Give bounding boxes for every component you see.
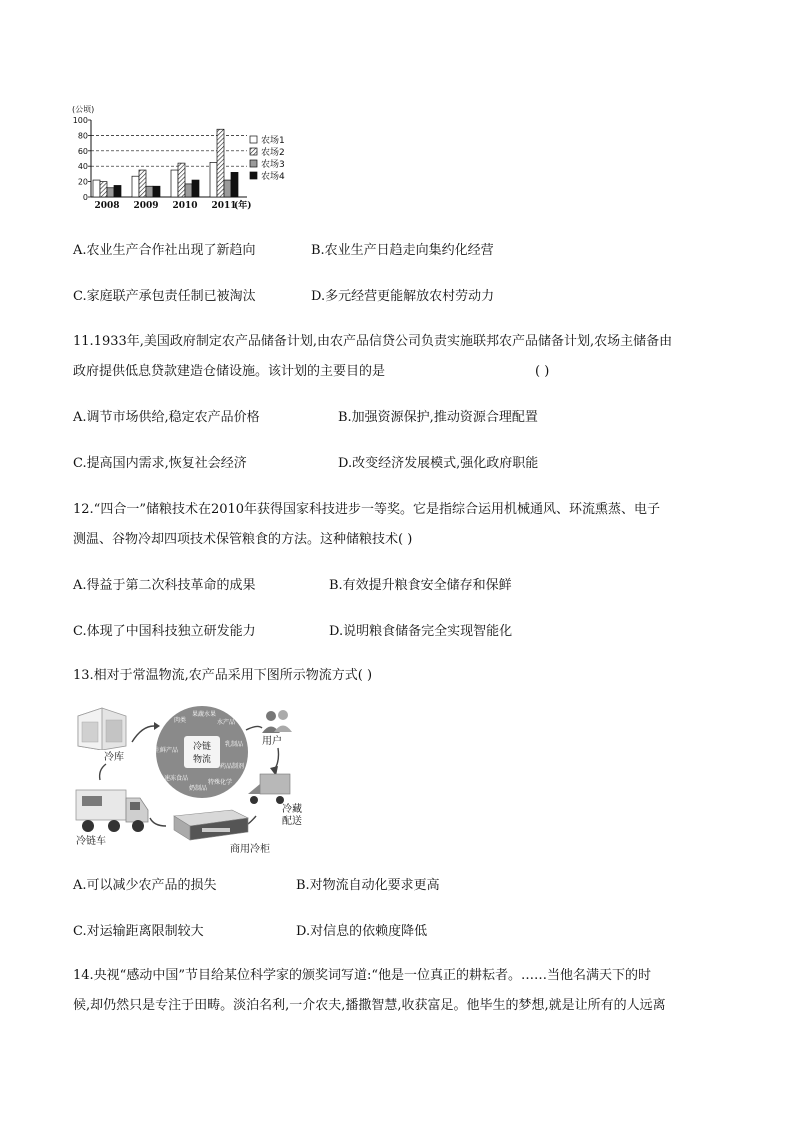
y-tick-label: 0: [82, 193, 88, 202]
bar-农场1-2010: [171, 170, 178, 197]
legend-swatch: [250, 160, 257, 167]
bar-农场2-2009: [139, 170, 146, 197]
legend-label: 农场2: [261, 148, 285, 158]
freezer-label: 商用冷柜: [230, 844, 270, 855]
q11-option-b: B.加强资源保护,推动资源合理配置: [338, 410, 538, 425]
x-tick-label: 2010: [172, 201, 198, 211]
q12-option-b: B.有效提升粮食安全储存和保鲜: [329, 578, 512, 593]
q13-option-a: A.可以减少农产品的损失: [73, 878, 217, 893]
q11-option-d: D.改变经济发展模式,强化政府职能: [338, 456, 539, 471]
q11-stem-line-1: 11.1933年,美国政府制定农产品储备计划,由农产品信贷公司负责实施联邦农产品储备计划,农场主储备由: [73, 334, 673, 349]
globe-cell-label: 水产品: [216, 719, 236, 726]
y-tick-label: 40: [77, 162, 88, 172]
legend-swatch: [250, 148, 257, 155]
q12-stem-line-1: 12.“四合一”储粮技术在2010年获得国家科技进步一等奖。它是指综合运用机械通风、环流熏蒸、电子: [73, 502, 661, 517]
globe-center-line-2: 物流: [192, 755, 212, 765]
x-tick-label: 2011: [211, 201, 237, 211]
farm-area-bar-chart: [66, 100, 296, 215]
q11-option-c: C.提高国内需求,恢复社会经济: [73, 456, 247, 471]
q14-stem-line-2: 候,却仍然只是专注于田畴。淡泊名利,一介农夫,播撒智慧,收获富足。他毕生的梦想,就是让所有的人远离: [73, 998, 666, 1013]
q13-option-c: C.对运输距离限制较大: [73, 924, 204, 939]
y-tick-label: 100: [72, 116, 88, 125]
globe-cell-label: 乳制品: [224, 741, 244, 748]
truck-label: 冷链车: [76, 836, 106, 847]
y-tick-label: 80: [77, 131, 88, 141]
y-tick-label: 60: [77, 146, 88, 156]
bar-农场3-2008: [107, 188, 114, 197]
q11-answer-paren: ( ): [535, 364, 550, 379]
q12-option-c: C.体现了中国科技独立研发能力: [73, 624, 256, 639]
y-tick-label: 20: [77, 177, 88, 187]
bar-农场3-2010: [185, 184, 192, 197]
globe-cell-label: 生鲜产品: [154, 747, 179, 754]
cold-chain-truck-icon: [74, 784, 150, 834]
commercial-freezer-icon: [168, 808, 250, 842]
q11-option-a: A.调节市场供给,稳定农产品价格: [73, 410, 260, 425]
bar-农场1-2008: [93, 180, 100, 197]
q10-option-c: C.家庭联产承包责任制已被淘汰: [73, 289, 256, 304]
bar-农场2-2011: [217, 129, 224, 197]
q12-option-d: D.说明粮食储备完全实现智能化: [329, 624, 513, 639]
delivery-label-1: 冷藏: [282, 804, 302, 815]
q11-stem-line-2: 政府提供低息贷款建造仓储设施。该计划的主要目的是: [73, 364, 386, 379]
bar-农场1-2011: [210, 162, 217, 197]
bar-农场3-2009: [146, 186, 153, 197]
globe-cell-label: 速冻食品: [163, 775, 189, 782]
globe-cell-label: 果蔬水果: [191, 711, 217, 718]
x-axis-label: (年): [234, 201, 252, 211]
q13-option-b: B.对物流自动化要求更高: [296, 878, 440, 893]
globe-cell-label: 奶制品: [188, 785, 208, 792]
bar-农场2-2008: [100, 182, 107, 197]
q10-option-a: A.农业生产合作社出现了新趋向: [73, 243, 256, 258]
q10-option-b: B.农业生产日趋走向集约化经营: [311, 243, 494, 258]
bar-农场4-2008: [114, 185, 121, 197]
x-tick-label: 2009: [133, 201, 159, 211]
legend-label: 农场3: [261, 160, 285, 170]
q12-stem-line-2: 测温、谷物冷却四项技术保管粮食的方法。这种储粮技术( ): [73, 532, 413, 547]
globe-cell-label: 肉类: [173, 717, 187, 724]
legend-swatch: [250, 136, 257, 143]
globe-cell-label: 特殊化学: [207, 779, 233, 786]
delivery-tricycle-icon: [246, 770, 294, 806]
legend-label: 农场1: [261, 136, 285, 146]
globe-center-line-1: 冷链: [192, 742, 212, 752]
legend-swatch: [250, 172, 257, 179]
user-label: 用户: [262, 736, 282, 747]
q13-option-d: D.对信息的依赖度降低: [296, 924, 428, 939]
bar-农场4-2010: [192, 180, 199, 197]
legend-label: 农场4: [261, 172, 285, 182]
bar-农场2-2010: [178, 163, 185, 197]
q14-stem-line-1: 14.央视“感动中国”节目给某位科学家的颁奖词写道:“他是一位真正的耕耘者。……当他名满天下的时: [73, 968, 651, 983]
q10-option-d: D.多元经营更能解放农村劳动力: [311, 289, 495, 304]
cold-storage-label: 冷库: [104, 752, 124, 763]
delivery-label-2: 配送: [282, 816, 302, 827]
globe-cell-label: 药品制剂: [219, 763, 245, 770]
q13-stem: 13.相对于常温物流,农产品采用下图所示物流方式( ): [73, 668, 373, 683]
cold-chain-diagram: [70, 700, 310, 858]
y-axis-label: (公顷): [72, 105, 95, 114]
bar-农场4-2009: [153, 186, 160, 197]
bar-农场1-2009: [132, 176, 139, 197]
bar-农场4-2011: [231, 172, 238, 197]
x-tick-label: 2008: [94, 201, 120, 211]
bar-农场3-2011: [224, 180, 231, 197]
q12-option-a: A.得益于第二次科技革命的成果: [73, 578, 256, 593]
